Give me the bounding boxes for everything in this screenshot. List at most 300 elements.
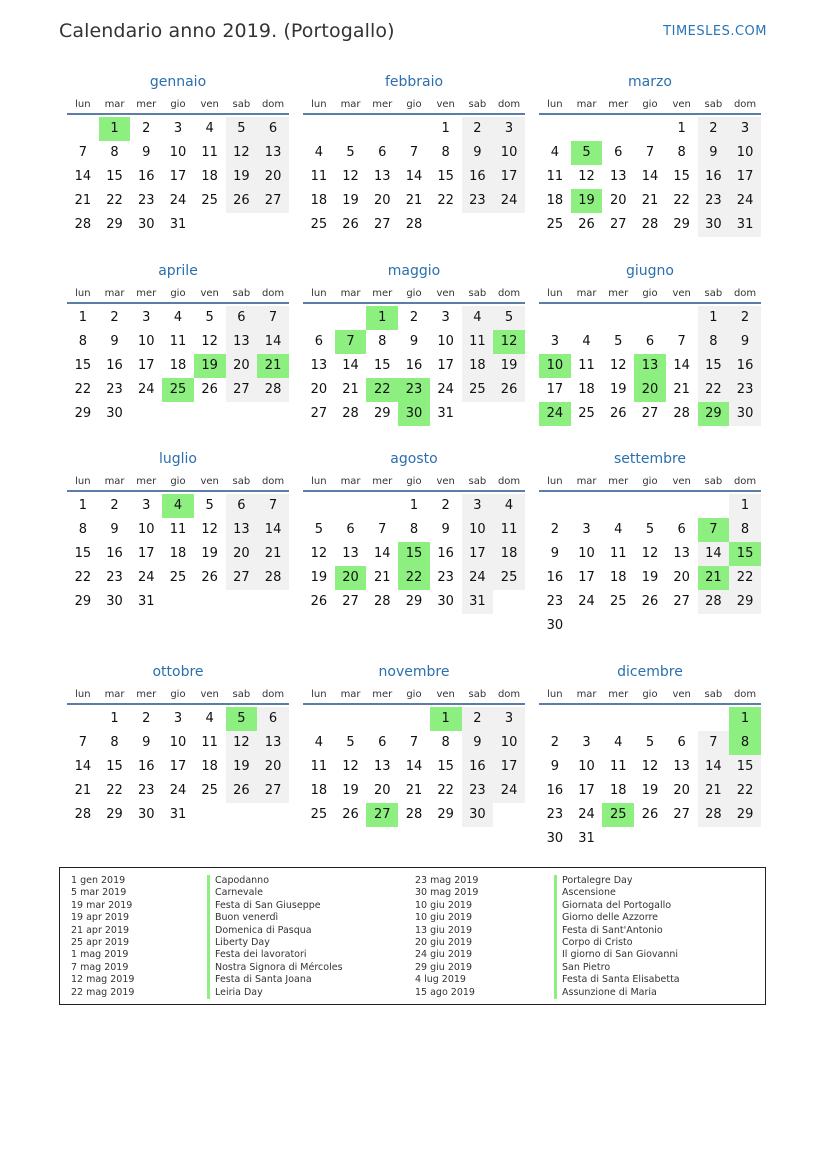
day-cell[interactable]: 26: [641, 807, 659, 822]
holiday-day[interactable]: 21: [257, 354, 289, 378]
day-cell[interactable]: 5: [205, 310, 214, 325]
day-cell[interactable]: 16: [698, 165, 730, 189]
day-cell[interactable]: 14: [257, 518, 289, 542]
day-cell[interactable]: 20: [310, 382, 328, 397]
day-cell[interactable]: 17: [137, 546, 155, 561]
day-cell[interactable]: 13: [310, 358, 328, 373]
day-cell[interactable]: 26: [493, 378, 525, 402]
day-cell[interactable]: 25: [578, 406, 595, 421]
day-cell[interactable]: 4: [614, 735, 623, 750]
day-cell[interactable]: 28: [74, 807, 92, 822]
day-cell[interactable]: 25: [169, 570, 187, 585]
day-cell[interactable]: 26: [310, 594, 328, 609]
day-cell[interactable]: 3: [550, 334, 559, 349]
day-cell[interactable]: 5: [645, 522, 655, 537]
day-cell[interactable]: 5: [645, 735, 655, 750]
day-cell[interactable]: 8: [729, 518, 761, 542]
day-cell[interactable]: 8: [110, 145, 119, 160]
day-cell[interactable]: 3: [441, 310, 450, 325]
holiday-day[interactable]: 22: [366, 378, 398, 402]
day-cell[interactable]: 28: [257, 566, 289, 590]
day-cell[interactable]: 16: [106, 358, 123, 373]
day-cell[interactable]: 6: [614, 145, 623, 160]
day-cell[interactable]: 23: [437, 570, 454, 585]
day-cell[interactable]: 8: [409, 522, 419, 537]
day-cell[interactable]: 25: [201, 783, 218, 798]
day-cell[interactable]: 12: [226, 141, 258, 165]
day-cell[interactable]: 16: [729, 354, 761, 378]
holiday-day[interactable]: 5: [226, 707, 258, 731]
day-cell[interactable]: 7: [698, 731, 730, 755]
day-cell[interactable]: 4: [462, 306, 494, 330]
day-cell[interactable]: 4: [582, 334, 591, 349]
day-cell[interactable]: 7: [257, 306, 289, 330]
day-cell[interactable]: 26: [609, 406, 627, 421]
day-cell[interactable]: 6: [257, 117, 289, 141]
day-cell[interactable]: 30: [106, 406, 123, 421]
day-cell[interactable]: 10: [137, 522, 155, 537]
day-cell[interactable]: 14: [74, 759, 92, 774]
day-cell[interactable]: 28: [257, 378, 289, 402]
day-cell[interactable]: 19: [342, 193, 359, 208]
day-cell[interactable]: 7: [78, 145, 87, 160]
day-cell[interactable]: 1: [110, 711, 119, 726]
day-cell[interactable]: 8: [78, 334, 87, 349]
holiday-day[interactable]: 24: [539, 402, 571, 426]
day-cell[interactable]: 19: [226, 165, 258, 189]
day-cell[interactable]: 26: [342, 217, 359, 232]
holiday-day[interactable]: 20: [634, 378, 666, 402]
day-cell[interactable]: 5: [314, 522, 323, 537]
day-cell[interactable]: 18: [201, 759, 218, 774]
day-cell[interactable]: 11: [609, 546, 627, 561]
day-cell[interactable]: 30: [546, 618, 564, 633]
day-cell[interactable]: 25: [310, 807, 328, 822]
day-cell[interactable]: 29: [74, 406, 92, 421]
day-cell[interactable]: 28: [405, 807, 423, 822]
day-cell[interactable]: 8: [378, 334, 387, 349]
day-cell[interactable]: 9: [462, 141, 494, 165]
day-cell[interactable]: 12: [310, 546, 328, 561]
day-cell[interactable]: 27: [373, 217, 391, 232]
day-cell[interactable]: 14: [673, 358, 690, 373]
day-cell[interactable]: 21: [673, 382, 690, 397]
holiday-day[interactable]: 15: [398, 542, 430, 566]
day-cell[interactable]: 2: [441, 498, 450, 513]
day-cell[interactable]: 5: [346, 145, 355, 160]
day-cell[interactable]: 21: [74, 193, 92, 208]
day-cell[interactable]: 27: [257, 189, 289, 213]
day-cell[interactable]: 6: [378, 735, 387, 750]
day-cell[interactable]: 2: [142, 121, 151, 136]
day-cell[interactable]: 24: [169, 783, 187, 798]
day-cell[interactable]: 10: [462, 518, 494, 542]
day-cell[interactable]: 6: [226, 494, 258, 518]
day-cell[interactable]: 17: [137, 358, 155, 373]
day-cell[interactable]: 14: [405, 759, 423, 774]
day-cell[interactable]: 13: [226, 330, 258, 354]
holiday-day[interactable]: 1: [366, 306, 398, 330]
holiday-day[interactable]: 12: [493, 330, 525, 354]
day-cell[interactable]: 30: [437, 594, 454, 609]
holiday-day[interactable]: 23: [398, 378, 430, 402]
day-cell[interactable]: 16: [546, 570, 564, 585]
day-cell[interactable]: 7: [645, 145, 655, 160]
day-cell[interactable]: 3: [462, 494, 494, 518]
day-cell[interactable]: 11: [462, 330, 494, 354]
day-cell[interactable]: 17: [578, 783, 595, 798]
holiday-day[interactable]: 27: [366, 803, 398, 827]
day-cell[interactable]: 8: [441, 145, 450, 160]
day-cell[interactable]: 8: [78, 522, 87, 537]
day-cell[interactable]: 18: [169, 546, 187, 561]
day-cell[interactable]: 17: [169, 759, 187, 774]
day-cell[interactable]: 13: [373, 759, 391, 774]
holiday-day[interactable]: 13: [634, 354, 666, 378]
day-cell[interactable]: 15: [673, 169, 690, 184]
holiday-day[interactable]: 7: [698, 518, 730, 542]
day-cell[interactable]: 14: [373, 546, 391, 561]
day-cell[interactable]: 9: [462, 731, 494, 755]
day-cell[interactable]: 2: [409, 310, 419, 325]
day-cell[interactable]: 9: [142, 145, 151, 160]
day-cell[interactable]: 10: [437, 334, 454, 349]
day-cell[interactable]: 9: [441, 522, 450, 537]
day-cell[interactable]: 29: [106, 807, 123, 822]
holiday-day[interactable]: 1: [729, 707, 761, 731]
day-cell[interactable]: 9: [142, 735, 151, 750]
day-cell[interactable]: 3: [142, 498, 151, 513]
day-cell[interactable]: 18: [310, 783, 328, 798]
holiday-day[interactable]: 19: [194, 354, 226, 378]
day-cell[interactable]: 4: [314, 145, 323, 160]
day-cell[interactable]: 28: [698, 803, 730, 827]
day-cell[interactable]: 2: [462, 117, 494, 141]
day-cell[interactable]: 24: [462, 566, 494, 590]
day-cell[interactable]: 16: [546, 783, 564, 798]
day-cell[interactable]: 13: [257, 141, 289, 165]
day-cell[interactable]: 10: [169, 735, 187, 750]
day-cell[interactable]: 30: [137, 807, 155, 822]
holiday-day[interactable]: 10: [539, 354, 571, 378]
holiday-day[interactable]: 19: [571, 189, 603, 213]
day-cell[interactable]: 8: [698, 330, 730, 354]
day-cell[interactable]: 6: [226, 306, 258, 330]
day-cell[interactable]: 10: [493, 731, 525, 755]
day-cell[interactable]: 15: [74, 358, 92, 373]
day-cell[interactable]: 24: [578, 594, 595, 609]
day-cell[interactable]: 20: [226, 354, 258, 378]
day-cell[interactable]: 12: [201, 334, 218, 349]
day-cell[interactable]: 22: [437, 193, 454, 208]
holiday-day[interactable]: 30: [398, 402, 430, 426]
day-cell[interactable]: 29: [729, 803, 761, 827]
day-cell[interactable]: 5: [226, 117, 258, 141]
holiday-day[interactable]: 8: [729, 731, 761, 755]
day-cell[interactable]: 23: [462, 189, 494, 213]
day-cell[interactable]: 9: [698, 141, 730, 165]
day-cell[interactable]: 19: [609, 382, 627, 397]
day-cell[interactable]: 2: [110, 310, 119, 325]
day-cell[interactable]: 27: [226, 378, 258, 402]
day-cell[interactable]: 21: [698, 779, 730, 803]
day-cell[interactable]: 16: [106, 546, 123, 561]
day-cell[interactable]: 21: [373, 570, 391, 585]
day-cell[interactable]: 20: [373, 783, 391, 798]
day-cell[interactable]: 14: [405, 169, 423, 184]
day-cell[interactable]: 24: [493, 779, 525, 803]
day-cell[interactable]: 31: [462, 590, 494, 614]
day-cell[interactable]: 24: [729, 189, 761, 213]
day-cell[interactable]: 5: [614, 334, 623, 349]
day-cell[interactable]: 11: [201, 145, 218, 160]
day-cell[interactable]: 5: [346, 735, 355, 750]
day-cell[interactable]: 15: [106, 169, 123, 184]
day-cell[interactable]: 16: [437, 546, 454, 561]
day-cell[interactable]: 24: [493, 189, 525, 213]
day-cell[interactable]: 27: [257, 779, 289, 803]
day-cell[interactable]: 3: [142, 310, 151, 325]
holiday-day[interactable]: 15: [729, 542, 761, 566]
day-cell[interactable]: 26: [641, 594, 659, 609]
day-cell[interactable]: 28: [342, 406, 359, 421]
day-cell[interactable]: 2: [550, 522, 559, 537]
day-cell[interactable]: 24: [137, 570, 155, 585]
day-cell[interactable]: 3: [173, 121, 183, 136]
day-cell[interactable]: 11: [578, 358, 595, 373]
day-cell[interactable]: 13: [373, 169, 391, 184]
day-cell[interactable]: 20: [257, 755, 289, 779]
day-cell[interactable]: 26: [201, 570, 218, 585]
day-cell[interactable]: 19: [201, 546, 218, 561]
holiday-day[interactable]: 25: [162, 378, 194, 402]
day-cell[interactable]: 11: [201, 735, 218, 750]
day-cell[interactable]: 13: [673, 546, 690, 561]
day-cell[interactable]: 29: [74, 594, 92, 609]
day-cell[interactable]: 19: [310, 570, 328, 585]
day-cell[interactable]: 22: [106, 193, 123, 208]
day-cell[interactable]: 18: [578, 382, 595, 397]
day-cell[interactable]: 29: [405, 594, 423, 609]
day-cell[interactable]: 17: [462, 542, 494, 566]
day-cell[interactable]: 1: [78, 498, 87, 513]
day-cell[interactable]: 20: [257, 165, 289, 189]
day-cell[interactable]: 23: [698, 189, 730, 213]
day-cell[interactable]: 27: [641, 406, 659, 421]
day-cell[interactable]: 3: [493, 707, 525, 731]
day-cell[interactable]: 5: [205, 498, 214, 513]
day-cell[interactable]: 17: [437, 358, 454, 373]
day-cell[interactable]: 18: [169, 358, 187, 373]
day-cell[interactable]: 20: [609, 193, 627, 208]
day-cell[interactable]: 19: [342, 783, 359, 798]
day-cell[interactable]: 19: [493, 354, 525, 378]
day-cell[interactable]: 1: [441, 121, 450, 136]
day-cell[interactable]: 22: [106, 783, 123, 798]
day-cell[interactable]: 27: [310, 406, 328, 421]
day-cell[interactable]: 27: [673, 807, 690, 822]
day-cell[interactable]: 10: [729, 141, 761, 165]
day-cell[interactable]: 30: [106, 594, 123, 609]
day-cell[interactable]: 17: [493, 165, 525, 189]
day-cell[interactable]: 12: [609, 358, 627, 373]
day-cell[interactable]: 29: [106, 217, 123, 232]
day-cell[interactable]: 11: [546, 169, 564, 184]
day-cell[interactable]: 7: [409, 735, 419, 750]
day-cell[interactable]: 13: [609, 169, 627, 184]
day-cell[interactable]: 22: [74, 382, 92, 397]
day-cell[interactable]: 13: [226, 518, 258, 542]
day-cell[interactable]: 8: [441, 735, 450, 750]
day-cell[interactable]: 5: [493, 306, 525, 330]
day-cell[interactable]: 7: [677, 334, 686, 349]
day-cell[interactable]: 20: [673, 570, 690, 585]
holiday-day[interactable]: 1: [430, 707, 462, 731]
day-cell[interactable]: 4: [205, 121, 214, 136]
day-cell[interactable]: 23: [137, 783, 155, 798]
day-cell[interactable]: 25: [462, 378, 494, 402]
day-cell[interactable]: 30: [546, 831, 564, 846]
day-cell[interactable]: 2: [142, 711, 151, 726]
day-cell[interactable]: 17: [578, 570, 595, 585]
day-cell[interactable]: 16: [462, 755, 494, 779]
day-cell[interactable]: 31: [169, 807, 187, 822]
day-cell[interactable]: 12: [641, 759, 659, 774]
day-cell[interactable]: 28: [405, 217, 423, 232]
day-cell[interactable]: 10: [169, 145, 187, 160]
day-cell[interactable]: 18: [493, 542, 525, 566]
day-cell[interactable]: 4: [314, 735, 323, 750]
day-cell[interactable]: 3: [729, 117, 761, 141]
brand-logo[interactable]: TIMESLES.COM: [663, 24, 767, 39]
holiday-day[interactable]: 22: [398, 566, 430, 590]
day-cell[interactable]: 3: [493, 117, 525, 141]
day-cell[interactable]: 21: [641, 193, 659, 208]
day-cell[interactable]: 22: [437, 783, 454, 798]
day-cell[interactable]: 12: [578, 169, 595, 184]
day-cell[interactable]: 2: [550, 735, 559, 750]
day-cell[interactable]: 16: [137, 759, 155, 774]
day-cell[interactable]: 30: [137, 217, 155, 232]
day-cell[interactable]: 26: [226, 189, 258, 213]
day-cell[interactable]: 4: [614, 522, 623, 537]
day-cell[interactable]: 10: [578, 546, 595, 561]
day-cell[interactable]: 12: [226, 731, 258, 755]
day-cell[interactable]: 25: [201, 193, 218, 208]
day-cell[interactable]: 28: [673, 406, 690, 421]
day-cell[interactable]: 13: [673, 759, 690, 774]
day-cell[interactable]: 14: [641, 169, 659, 184]
day-cell[interactable]: 6: [346, 522, 355, 537]
day-cell[interactable]: 17: [729, 165, 761, 189]
day-cell[interactable]: 19: [641, 783, 659, 798]
day-cell[interactable]: 9: [110, 522, 119, 537]
day-cell[interactable]: 16: [137, 169, 155, 184]
day-cell[interactable]: 31: [137, 594, 155, 609]
day-cell[interactable]: 21: [405, 783, 423, 798]
day-cell[interactable]: 25: [609, 594, 627, 609]
day-cell[interactable]: 15: [437, 169, 454, 184]
day-cell[interactable]: 16: [462, 165, 494, 189]
day-cell[interactable]: 11: [609, 759, 627, 774]
day-cell[interactable]: 24: [578, 807, 595, 822]
day-cell[interactable]: 11: [310, 169, 328, 184]
day-cell[interactable]: 19: [641, 570, 659, 585]
day-cell[interactable]: 2: [729, 306, 761, 330]
day-cell[interactable]: 29: [437, 807, 454, 822]
day-cell[interactable]: 6: [257, 707, 289, 731]
day-cell[interactable]: 26: [201, 382, 218, 397]
day-cell[interactable]: 23: [137, 193, 155, 208]
day-cell[interactable]: 6: [314, 334, 323, 349]
day-cell[interactable]: 30: [729, 402, 761, 426]
day-cell[interactable]: 9: [110, 334, 119, 349]
day-cell[interactable]: 4: [550, 145, 559, 160]
day-cell[interactable]: 17: [169, 169, 187, 184]
day-cell[interactable]: 15: [74, 546, 92, 561]
day-cell[interactable]: 29: [373, 406, 391, 421]
day-cell[interactable]: 6: [677, 735, 686, 750]
day-cell[interactable]: 23: [546, 807, 564, 822]
day-cell[interactable]: 27: [673, 594, 690, 609]
day-cell[interactable]: 13: [342, 546, 359, 561]
day-cell[interactable]: 14: [698, 755, 730, 779]
day-cell[interactable]: 18: [609, 783, 627, 798]
day-cell[interactable]: 4: [173, 310, 183, 325]
day-cell[interactable]: 28: [641, 217, 659, 232]
day-cell[interactable]: 22: [74, 570, 92, 585]
day-cell[interactable]: 17: [546, 382, 564, 397]
day-cell[interactable]: 14: [74, 169, 92, 184]
day-cell[interactable]: 4: [493, 494, 525, 518]
day-cell[interactable]: 22: [673, 193, 690, 208]
day-cell[interactable]: 21: [342, 382, 359, 397]
day-cell[interactable]: 25: [546, 217, 564, 232]
day-cell[interactable]: 24: [169, 193, 187, 208]
day-cell[interactable]: 12: [342, 759, 359, 774]
day-cell[interactable]: 18: [609, 570, 627, 585]
day-cell[interactable]: 26: [342, 807, 359, 822]
day-cell[interactable]: 26: [578, 217, 595, 232]
day-cell[interactable]: 3: [582, 522, 591, 537]
day-cell[interactable]: 28: [74, 217, 92, 232]
day-cell[interactable]: 26: [226, 779, 258, 803]
day-cell[interactable]: 11: [310, 759, 328, 774]
day-cell[interactable]: 8: [677, 145, 686, 160]
day-cell[interactable]: 15: [373, 358, 391, 373]
day-cell[interactable]: 6: [378, 145, 387, 160]
day-cell[interactable]: 9: [409, 334, 419, 349]
day-cell[interactable]: 6: [677, 522, 686, 537]
day-cell[interactable]: 22: [729, 566, 761, 590]
day-cell[interactable]: 13: [257, 731, 289, 755]
day-cell[interactable]: 31: [169, 217, 187, 232]
day-cell[interactable]: 22: [729, 779, 761, 803]
day-cell[interactable]: 31: [729, 213, 761, 237]
day-cell[interactable]: 28: [698, 590, 730, 614]
day-cell[interactable]: 3: [582, 735, 591, 750]
day-cell[interactable]: 2: [110, 498, 119, 513]
day-cell[interactable]: 23: [462, 779, 494, 803]
day-cell[interactable]: 18: [310, 193, 328, 208]
day-cell[interactable]: 14: [342, 358, 359, 373]
day-cell[interactable]: 22: [698, 378, 730, 402]
day-cell[interactable]: 29: [673, 217, 690, 232]
day-cell[interactable]: 12: [641, 546, 659, 561]
day-cell[interactable]: 28: [373, 594, 391, 609]
day-cell[interactable]: 1: [409, 498, 419, 513]
day-cell[interactable]: 1: [729, 494, 761, 518]
